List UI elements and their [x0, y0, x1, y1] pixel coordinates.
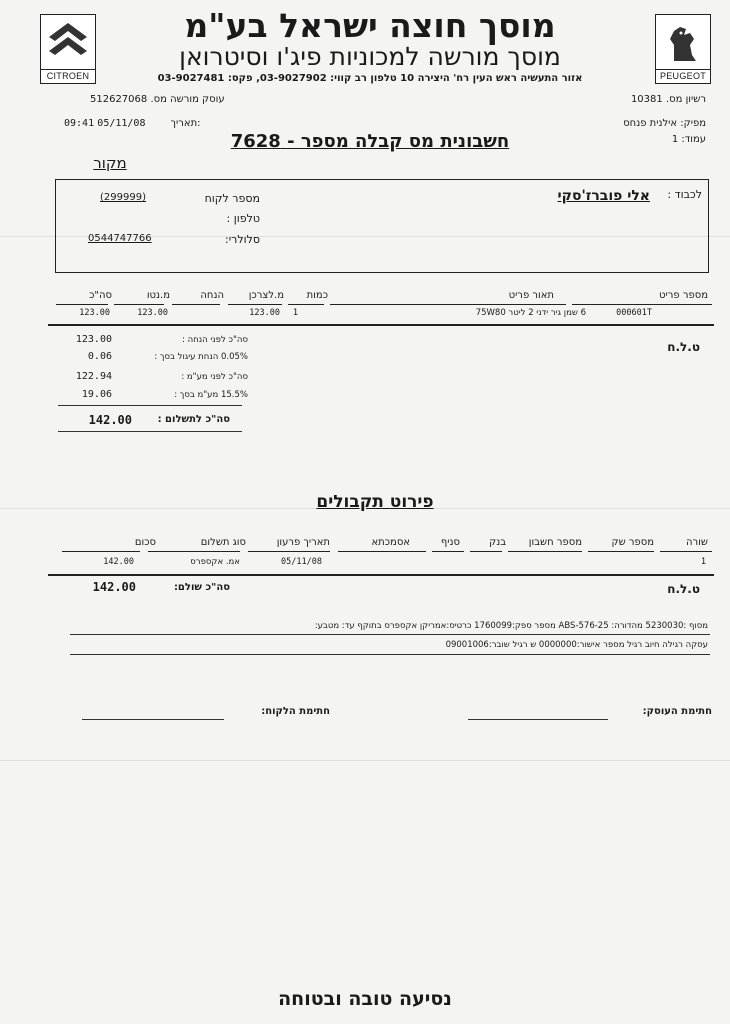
- phone-label: טלפון :: [226, 212, 260, 225]
- to-pay-label: סה"כ לתשלום :: [157, 414, 230, 425]
- page-number: 1: [671, 134, 679, 145]
- document-title: חשבונית מס קבלה מספר - 7628: [230, 131, 510, 152]
- customer-number: (299999): [100, 192, 146, 203]
- paper-crease: [0, 760, 730, 761]
- doc-date: 05/11/08: [97, 118, 146, 129]
- peugeot-lion-icon: [656, 15, 710, 70]
- item-qty: 1: [292, 308, 298, 318]
- item-number: 000601T: [616, 308, 652, 318]
- before-vat-label: סה"כ לפני מע"מ :: [181, 372, 248, 382]
- doc-time: 09:41: [64, 118, 95, 129]
- page-field: [546, 134, 706, 145]
- rounding-value: 0.06: [87, 351, 112, 362]
- rounding-label: 0.05% הנחת עיגול בסך :: [154, 352, 248, 362]
- company-subtitle: מוסך מורשה למכוניות פיג'ו וסיטרואן: [179, 42, 561, 71]
- paid-label: סה"כ שולם:: [173, 582, 230, 593]
- receipts-table-header: [50, 537, 714, 551]
- mobile-label: סלולרי:: [224, 233, 260, 246]
- item-total: 123.00: [79, 308, 110, 318]
- date-time-field: [64, 118, 244, 129]
- item-net: 123.00: [137, 308, 168, 318]
- peugeot-logo: [655, 14, 711, 84]
- farewell-footer: נסיעה טובה ובטוחה: [278, 988, 452, 1010]
- license-label: רשיון מס.: [665, 94, 706, 105]
- paid-value: 142.00: [92, 580, 136, 594]
- col-list-price: מ.לצרכן: [248, 290, 284, 301]
- col-check-no: מספר שק: [611, 537, 654, 548]
- page-label: עמוד:: [681, 134, 706, 145]
- col-qty: כמות: [306, 290, 328, 301]
- col-item-no: מספר פריט: [659, 290, 708, 301]
- receipts-title: פירוט תקבולים: [316, 492, 434, 512]
- item-list-price: 123.00: [249, 308, 280, 318]
- col-description: תאור פריט: [508, 290, 554, 301]
- date-label: תאריך:: [170, 118, 201, 129]
- before-vat-value: 122.94: [75, 371, 112, 382]
- to-pay-value: 142.00: [88, 413, 132, 427]
- receipts-tlh-label: ט.ל.ח: [667, 582, 700, 596]
- col-discount: הנחה: [200, 290, 224, 301]
- customer-number-label: מספר לקוח: [204, 192, 260, 205]
- table-row: [50, 308, 714, 320]
- vat-value: 19.06: [81, 389, 112, 400]
- customer-signature-label: חתימת הלקוח:: [261, 706, 330, 717]
- dealer-number: 512627068: [90, 94, 148, 105]
- company-name: מוסך חוצה ישראל בע"מ: [184, 6, 556, 45]
- item-description: 6 שמן גיר ידני 2 ליטר 75W80: [475, 308, 586, 318]
- col-amount: סכום: [134, 537, 156, 548]
- dealer-field: [90, 94, 290, 105]
- mobile-value: 0544747766: [88, 233, 152, 244]
- col-net: מ.נטו: [146, 290, 170, 301]
- customer-signature-line: [82, 719, 224, 720]
- issuer-field: [546, 118, 706, 129]
- vat-label: 15.5% מע"מ בסך :: [174, 390, 248, 400]
- col-account: מספר חשבון: [528, 537, 582, 548]
- col-due-date: תאריך פרעון: [276, 537, 330, 548]
- to-label: לכבוד :: [667, 188, 702, 201]
- dealer-signature-label: חתימת העוסק:: [642, 706, 712, 717]
- before-discount-label: סה"כ לפני הנחה :: [182, 335, 248, 345]
- citroen-logo: [40, 14, 96, 84]
- receipt-amount: 142.00: [103, 557, 134, 567]
- col-bank: בנק: [489, 537, 506, 548]
- card-terminal-line: מסוף :5230030 מהדורה: ABS-576-25 מספר ספק:1760099 כרטיס:אמריקן אקספרס בתוקף עד: מטבע:: [314, 621, 708, 631]
- receipt-due-date: 05/11/08: [281, 557, 322, 567]
- citroen-chevrons-icon: [41, 15, 95, 70]
- dealer-signature-line: [468, 719, 608, 720]
- col-reference: אסמכתא: [371, 537, 410, 548]
- receipt-pay-type: אמ. אקספרס: [190, 557, 240, 567]
- citroen-logo-text: CITROEN: [41, 69, 95, 83]
- card-transaction-line: עסקה רגילה חיוב רגיל מספר אישור:0000000 ש רגיל שובר:09001006: [445, 640, 708, 650]
- license-field: [506, 94, 706, 105]
- peugeot-logo-text: PEUGEOT: [656, 69, 710, 83]
- company-address: אזור התעשיה ראש העין רח' היצירה 10 טלפון רב קווי: 03-9027902, פקס: 03-9027481: [157, 73, 583, 84]
- receipt-line-no: 1: [700, 557, 706, 567]
- issuer-label: מפיק:: [680, 118, 706, 129]
- col-branch: סניף: [440, 537, 460, 548]
- before-discount-value: 123.00: [75, 334, 112, 345]
- col-pay-type: סוג תשלום: [200, 537, 246, 548]
- license-number: 10381: [630, 94, 663, 105]
- table-row: [50, 557, 714, 569]
- tlh-label: ט.ל.ח: [667, 340, 700, 354]
- customer-name: אלי פוברז'סקי: [557, 188, 650, 204]
- dealer-label: עוסק מורשה מס.: [150, 94, 225, 105]
- issuer-name: אילנית פנחס: [623, 118, 678, 129]
- original-label: מקור: [93, 154, 127, 172]
- items-table-header: [50, 290, 714, 304]
- col-line: שורה: [686, 537, 708, 548]
- col-total: סה"כ: [89, 290, 112, 301]
